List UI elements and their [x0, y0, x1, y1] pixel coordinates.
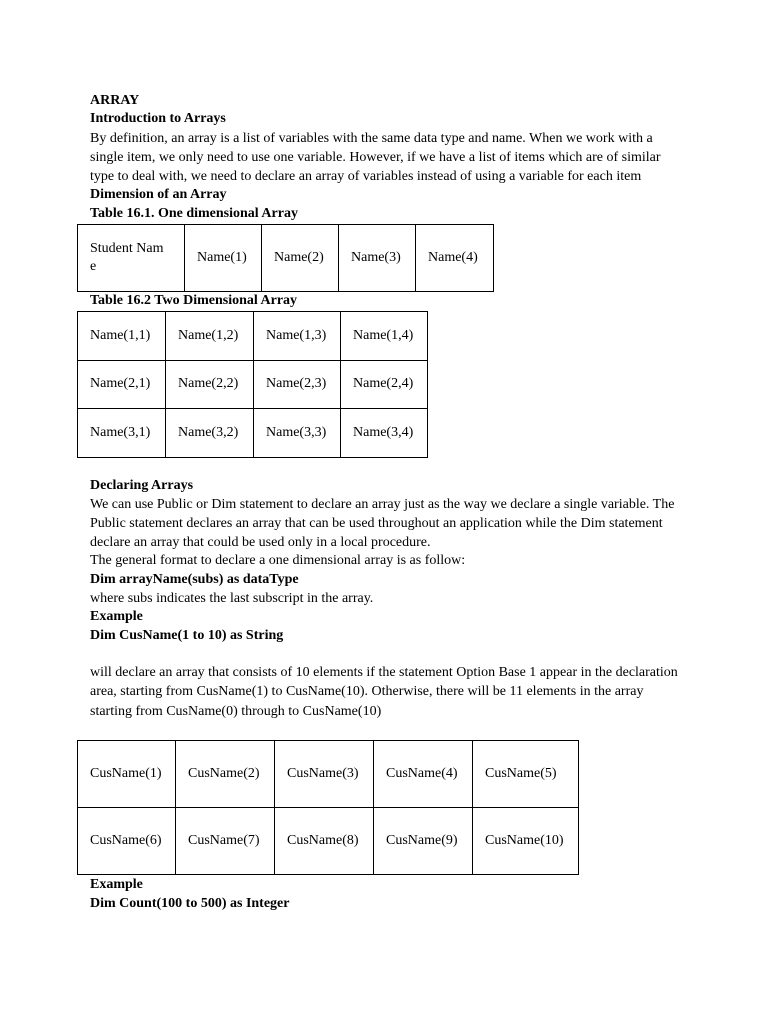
intro-paragraph-line: type to deal with, we need to declare an array of variables instead of using a variable for each item	[90, 169, 642, 184]
declaring-paragraph-line: Public statement declares an array that can be used throughout an application while the Dim statement	[90, 516, 663, 531]
table-cell: CusName(9)	[374, 808, 473, 875]
explanation-line: will declare an array that consists of 10 elements if the statement Option Base 1 appear in the declaration	[90, 665, 678, 680]
table-cell: Name(1,3)	[254, 312, 341, 361]
cusname-array-table	[77, 740, 579, 875]
table-cell: CusName(2)	[176, 741, 275, 808]
table-cell: Name(1,4)	[341, 312, 428, 361]
declaring-paragraph-line: declare an array that could be used only in a local procedure.	[90, 535, 431, 550]
table1-caption: Table 16.1. One dimensional Array	[90, 206, 298, 221]
table-cell: CusName(6)	[78, 808, 176, 875]
table-cell: CusName(5)	[473, 741, 579, 808]
table-row	[78, 360, 428, 409]
declaring-title: Declaring Arrays	[90, 478, 194, 493]
table-cell: Student Name	[78, 225, 185, 292]
intro-paragraph-line: single item, we only need to use one variable. However, if we have a list of items which are of similar	[90, 150, 661, 165]
table-cell: CusName(7)	[176, 808, 275, 875]
table-cell: Name(2,3)	[254, 360, 341, 409]
example2-code: Dim Count(100 to 500) as Integer	[90, 896, 290, 911]
table-cell: Name(3,2)	[166, 409, 254, 458]
table-row	[78, 409, 428, 458]
table-cell: Name(1)	[185, 225, 262, 292]
two-dimensional-array-table	[77, 311, 428, 458]
explanation-line: area, starting from CusName(1) to CusName(10). Otherwise, there will be 11 elements in the array	[90, 684, 644, 699]
table-cell: Name(3,1)	[78, 409, 166, 458]
table-cell: Name(3)	[339, 225, 416, 292]
table-row	[78, 808, 579, 875]
example-label: Example	[90, 609, 143, 624]
table-cell: CusName(1)	[78, 741, 176, 808]
table-cell: Name(2,4)	[341, 360, 428, 409]
explanation-line: starting from CusName(0) through to CusName(10)	[90, 704, 382, 719]
declaring-paragraph-line: The general format to declare a one dimensional array is as follow:	[90, 553, 466, 568]
declaring-paragraph-line: We can use Public or Dim statement to declare an array just as the way we declare a single variable. The	[90, 497, 675, 512]
table-cell: CusName(10)	[473, 808, 579, 875]
example2-label: Example	[90, 877, 143, 892]
intro-title: Introduction to Arrays	[90, 111, 226, 126]
subs-note: where subs indicates the last subscript in the array.	[90, 591, 374, 606]
table-cell: Name(3,4)	[341, 409, 428, 458]
intro-paragraph-line: By definition, an array is a list of variables with the same data type and name. When we work with a	[90, 131, 653, 146]
table-cell: CusName(8)	[275, 808, 374, 875]
one-dimensional-array-table	[77, 224, 494, 292]
example-code: Dim CusName(1 to 10) as String	[90, 628, 284, 643]
table-row	[78, 741, 579, 808]
table-cell: CusName(3)	[275, 741, 374, 808]
table-cell: Name(2)	[262, 225, 339, 292]
table-row	[78, 225, 494, 292]
table-cell: CusName(4)	[374, 741, 473, 808]
table-cell: Name(3,3)	[254, 409, 341, 458]
table-row	[78, 312, 428, 361]
table-cell: Name(2,2)	[166, 360, 254, 409]
table2-caption: Table 16.2 Two Dimensional Array	[90, 293, 298, 308]
table-cell: Name(1,2)	[166, 312, 254, 361]
document-heading: ARRAY	[90, 93, 140, 108]
dimension-title: Dimension of an Array	[90, 187, 227, 202]
table-cell: Name(2,1)	[78, 360, 166, 409]
table-cell: Name(4)	[416, 225, 494, 292]
declaration-syntax: Dim arrayName(subs) as dataType	[90, 572, 299, 587]
table-cell: Name(1,1)	[78, 312, 166, 361]
